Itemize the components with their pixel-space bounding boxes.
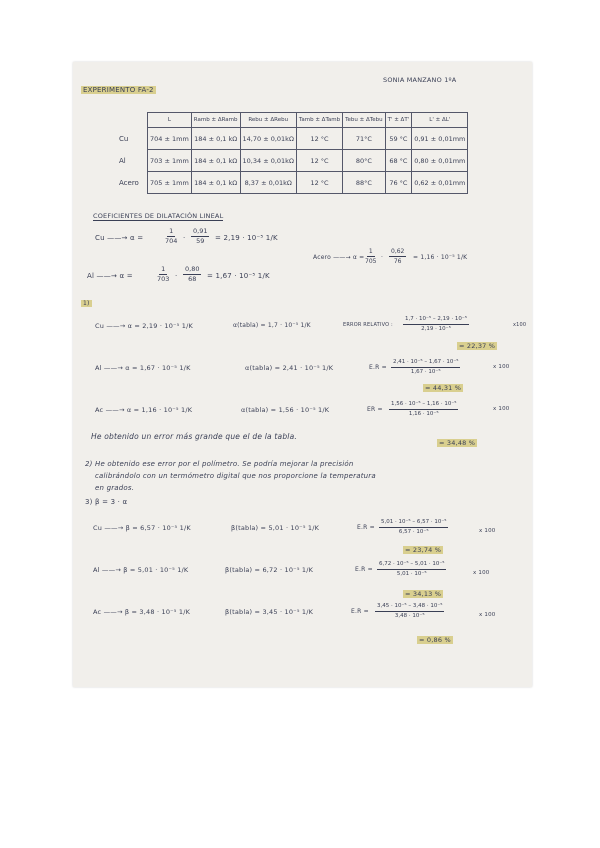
experiment-title: EXPERIMENTO FA-2 — [83, 86, 154, 94]
table-cell: 705 ± 1mm — [148, 172, 192, 194]
al-fraction-2 — [183, 265, 201, 284]
q1-ac-er-fraction — [389, 400, 458, 419]
column-header: L — [148, 113, 192, 128]
q1-cu-er-label: ERROR RELATIVO : — [343, 322, 393, 328]
q2-line-2: calibrándolo con un termómetro digital que nos proporcione la temperatura — [95, 472, 376, 480]
fraction-denominator: 703 — [157, 275, 170, 283]
q1-cu-alpha: Cu ——→ α = 2,19 · 10⁻⁵ 1/K — [95, 322, 193, 330]
q3-ac-result: = 0,86 % — [419, 636, 451, 644]
q1-ac-multiplier: x 100 — [493, 406, 510, 412]
column-header: Tamb ± ΔTamb — [296, 113, 342, 128]
table-row — [117, 128, 468, 150]
q2-line-1: 2) He obtenido ese error por el polímetro. Se podría mejorar la precisión — [85, 460, 354, 468]
table-cell: 76 °C — [385, 172, 412, 194]
fraction-denominator: 3,48 · 10⁻⁵ — [394, 613, 425, 619]
table-cell: 68 °C — [385, 150, 412, 172]
q3-cu-multiplier: x 100 — [479, 528, 496, 534]
q1-cu-er-fraction — [403, 315, 469, 334]
q3-ac-er-label: E.R = — [351, 608, 369, 615]
q3-ac-multiplier: x 100 — [479, 612, 496, 618]
acero-fraction-1 — [363, 247, 378, 266]
cu-fraction-1 — [163, 227, 179, 246]
q1-ac-result: = 34,48 % — [439, 439, 476, 447]
column-header: T' ± ΔT' — [385, 113, 412, 128]
table-cell: 0,91 ± 0,01mm — [412, 128, 468, 150]
question-1-marker: 1) — [83, 300, 90, 307]
acero-alpha-result: = 1,16 · 10⁻⁵ 1/K — [413, 254, 468, 261]
q1-al-alpha: Al ——→ α = 1,67 · 10⁻⁵ 1/K — [95, 364, 191, 372]
notebook-page — [73, 62, 532, 687]
table-row — [117, 150, 468, 172]
q1-al-multiplier: x 100 — [493, 364, 510, 370]
table-cell: 0,80 ± 0,01mm — [412, 150, 468, 172]
table-cell: 59 °C — [385, 128, 412, 150]
acero-fraction-2 — [389, 247, 406, 266]
q1-cu-table: α(tabla) = 1,7 · 10⁻⁵ 1/K — [233, 322, 311, 329]
table-cell: 71°C — [343, 128, 385, 150]
fraction-numerator: 5,01 · 10⁻⁵ – 6,57 · 10⁻⁵ — [379, 518, 448, 528]
q1-conclusion: He obtenido un error más grande que el de la tabla. — [91, 432, 297, 441]
table-cell: 12 °C — [296, 172, 342, 194]
table-cell: 12 °C — [296, 150, 342, 172]
dot-operator: · — [183, 234, 186, 242]
fraction-numerator: 1,56 · 10⁻⁵ – 1,16 · 10⁻⁵ — [389, 400, 458, 410]
q1-cu-multiplier: x100 — [513, 322, 527, 328]
q3-ac-er-fraction — [375, 602, 444, 621]
q3-al-table: β(tabla) = 6,72 · 10⁻⁵ 1/K — [225, 566, 314, 574]
column-header: Ramb ± ΔRamb — [191, 113, 240, 128]
fraction-denominator: 76 — [393, 258, 402, 265]
cu-fraction-2 — [191, 227, 209, 246]
cu-alpha-result: = 2,19 · 10⁻⁵ 1/K — [215, 234, 278, 242]
table-cell: 80°C — [343, 150, 385, 172]
column-header: L' ± ΔL' — [412, 113, 468, 128]
fraction-denominator: 68 — [188, 275, 197, 283]
q3-ac-beta: Ac ——→ β = 3,48 · 10⁻⁵ 1/K — [93, 608, 191, 616]
table-cell: 14,70 ± 0,01kΩ — [240, 128, 296, 150]
q3-cu-er-label: E.R = — [357, 524, 375, 531]
table-header-row — [117, 113, 468, 128]
fraction-numerator: 1 — [169, 227, 174, 235]
q3-ac-table: β(tabla) = 3,45 · 10⁻⁵ 1/K — [225, 608, 314, 616]
table-cell: 8,37 ± 0,01kΩ — [240, 172, 296, 194]
q3-cu-result: = 23,74 % — [405, 546, 442, 554]
q3-al-result: = 34,13 % — [405, 590, 442, 598]
q1-al-er-fraction — [391, 358, 460, 377]
table-cell: 184 ± 0,1 kΩ — [191, 150, 240, 172]
dot-operator: · — [381, 254, 384, 261]
fraction-denominator: 704 — [165, 237, 178, 245]
q3-cu-beta: Cu ——→ β = 6,57 · 10⁻⁵ 1/K — [93, 524, 191, 532]
fraction-denominator: 2,19 · 10⁻⁵ — [421, 326, 451, 332]
fraction-denominator: 6,57 · 10⁻⁵ — [398, 529, 429, 535]
table-cell: 184 ± 0,1 kΩ — [191, 172, 240, 194]
q1-ac-er-label: ER = — [367, 406, 383, 413]
row-label: Cu — [119, 134, 129, 143]
row-label: Al — [119, 156, 126, 165]
fraction-denominator: 59 — [196, 237, 205, 245]
fraction-denominator: 1,67 · 10⁻⁵ — [410, 369, 441, 375]
fraction-numerator: 0,80 — [185, 265, 200, 273]
fraction-numerator: 0,91 — [193, 227, 208, 235]
al-alpha-result: = 1,67 · 10⁻⁵ 1/K — [207, 272, 270, 280]
q3-header: 3) β = 3 · α — [85, 498, 128, 506]
al-alpha-prefix: Al ——→ α = — [87, 272, 133, 280]
q1-al-table: α(tabla) = 2,41 · 10⁻⁵ 1/K — [245, 364, 334, 372]
table-corner — [117, 113, 148, 128]
cu-alpha-prefix: Cu ——→ α = — [95, 234, 144, 242]
q3-cu-table: β(tabla) = 5,01 · 10⁻⁵ 1/K — [231, 524, 320, 532]
q1-cu-result: = 22,37 % — [459, 342, 496, 350]
q3-cu-er-fraction — [379, 518, 448, 537]
column-header: Tebu ± ΔTebu — [343, 113, 385, 128]
al-fraction-1 — [155, 265, 171, 284]
section-title: COEFICIENTES DE DILATACIÓN LINEAL — [93, 212, 224, 220]
q3-al-multiplier: x 100 — [473, 570, 490, 576]
fraction-denominator: 5,01 · 10⁻⁵ — [396, 571, 427, 577]
table-cell: 88°C — [343, 172, 385, 194]
fraction-denominator: 1,16 · 10⁻⁵ — [408, 411, 439, 417]
table-cell: 703 ± 1mm — [148, 150, 192, 172]
table-row — [117, 172, 468, 194]
acero-alpha-prefix: Acero ——→ α = — [313, 254, 365, 261]
fraction-numerator: 1 — [161, 265, 166, 273]
q1-al-er-label: E.R = — [369, 364, 387, 371]
dot-operator: · — [175, 272, 178, 280]
fraction-denominator: 705 — [365, 258, 377, 265]
q1-al-result: = 44,31 % — [425, 384, 462, 392]
q3-al-beta: Al ——→ β = 5,01 · 10⁻⁵ 1/K — [93, 566, 189, 574]
fraction-numerator: 3,45 · 10⁻⁵ – 3,48 · 10⁻⁵ — [375, 602, 444, 612]
fraction-numerator: 6,72 · 10⁻⁵ – 5,01 · 10⁻⁵ — [377, 560, 446, 570]
q3-al-er-fraction — [377, 560, 446, 579]
author-name: SONIA MANZANO 1ºA — [383, 76, 457, 84]
q2-line-3: en grados. — [95, 484, 135, 492]
measurement-table — [117, 112, 468, 194]
q1-ac-table: α(tabla) = 1,56 · 10⁻⁵ 1/K — [241, 406, 330, 414]
q3-al-er-label: E.R = — [355, 566, 373, 573]
table-cell: 12 °C — [296, 128, 342, 150]
table-cell: 184 ± 0,1 kΩ — [191, 128, 240, 150]
fraction-numerator: 2,41 · 10⁻⁵ – 1,67 · 10⁻⁵ — [391, 358, 460, 368]
table-cell: 0,62 ± 0,01mm — [412, 172, 468, 194]
fraction-numerator: 1 — [368, 248, 373, 255]
column-header: Rebu ± ΔRebu — [240, 113, 296, 128]
fraction-numerator: 0,62 — [391, 248, 405, 255]
table-cell: 10,34 ± 0,01kΩ — [240, 150, 296, 172]
fraction-numerator: 1,7 · 10⁻⁵ – 2,19 · 10⁻⁵ — [403, 315, 469, 325]
q1-ac-alpha: Ac ——→ α = 1,16 · 10⁻⁵ 1/K — [95, 406, 193, 414]
row-label: Acero — [119, 178, 139, 187]
table-cell: 704 ± 1mm — [148, 128, 192, 150]
